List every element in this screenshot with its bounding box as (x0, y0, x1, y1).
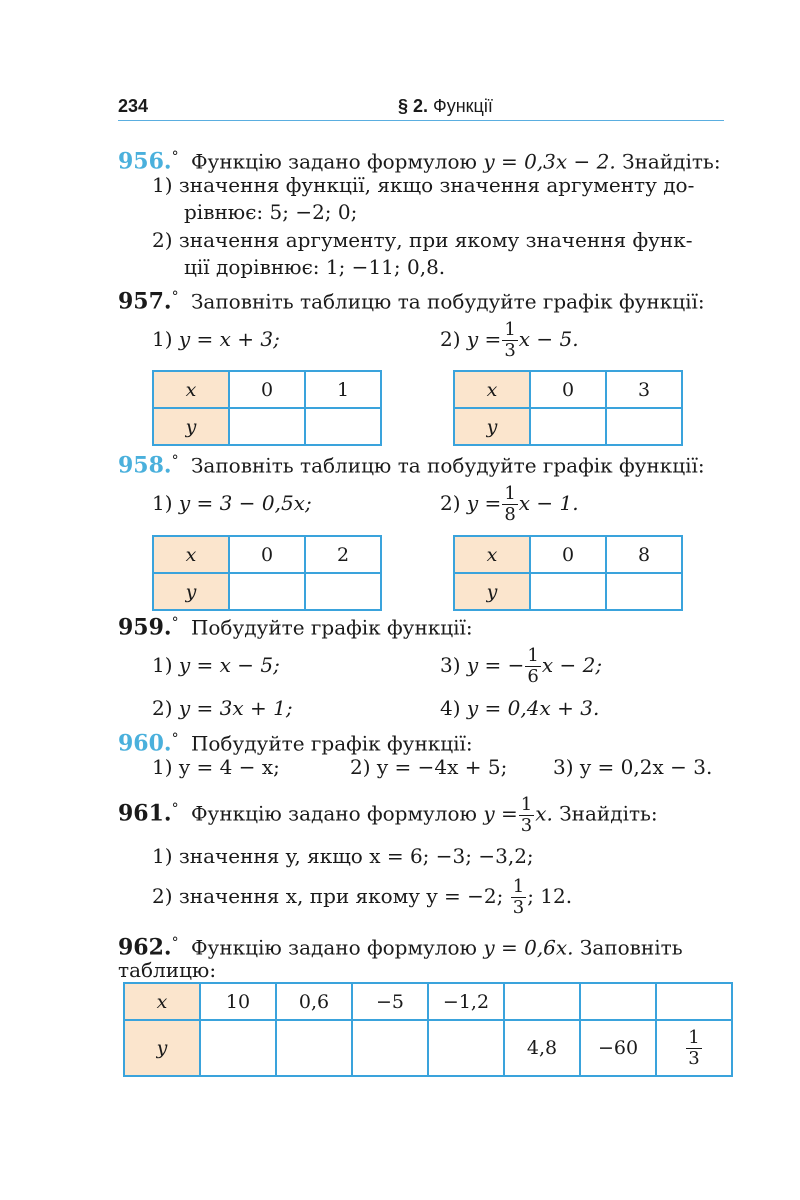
problem-960-formula-3: 3) y = 0,2x − 3. (553, 755, 713, 779)
fraction: $\frac{1}{3}$ (688, 1026, 700, 1069)
page-number: 234 (118, 96, 149, 116)
problem-957-table-2: x 0 3 y (453, 370, 683, 446)
problem-956-item-2-cont: ції дорівнює: 1; −11; 0,8. (184, 255, 446, 279)
problem-962-table: x 10 0,6 −5 −1,2 y 4,8 −60 $\frac{1}{3}$ (123, 982, 733, 1077)
problem-959: 959.° Побудуйте графік функції: (118, 614, 473, 641)
fraction: $\frac{1}{3}$ (504, 319, 516, 361)
page-header (118, 96, 724, 121)
problem-959-formula-2: 2) y = 3x + 1; (152, 696, 293, 720)
problem-958-formula-2: 2) y = $\frac{1}{8}$ x − 1. (440, 483, 579, 525)
fraction: $\frac{1}{3}$ (512, 876, 525, 918)
problem-958-table-2: x 0 8 y (453, 535, 683, 611)
problem-962-cont: таблицю: (118, 958, 217, 982)
problem-956: 956.° Функцію задано формулою y = 0,3x − 2. Знайдіть: (118, 148, 721, 175)
fraction: $\frac{1}{8}$ (504, 483, 516, 525)
problem-956-item-1-cont: рівнює: 5; −2; 0; (184, 200, 358, 224)
problem-961-item-1: 1) значення y, якщо x = 6; −3; −3,2; (152, 844, 534, 868)
problem-961-item-2: 2) значення x, при якому y = −2; $\frac{1}{3}$ ; 12. (152, 876, 573, 918)
problem-960-formula-2: 2) y = −4x + 5; (350, 755, 508, 779)
problem-961: 961.° Функцію задано формулою y = $\frac{1}{3}$ x. Знайдіть: (118, 793, 658, 836)
section-title: § 2. Функції (398, 96, 493, 116)
problem-957-table-1: x 0 1 y (152, 370, 382, 446)
problem-957: 957.° Заповніть таблицю та побудуйте графік функції: (118, 288, 705, 315)
problem-962: 962.° Функцію задано формулою y = 0,6x. Заповніть (118, 934, 683, 961)
problem-960-formula-1: 1) y = 4 − x; (152, 755, 280, 779)
problem-958-formula-1: 1) y = 3 − 0,5x; (152, 491, 312, 515)
problem-959-formula-4: 4) y = 0,4x + 3. (440, 696, 600, 720)
problem-959-formula-3: 3) y = − $\frac{1}{6}$ x − 2; (440, 645, 603, 687)
problem-960: 960.° Побудуйте графік функції: (118, 730, 473, 757)
problem-956-item-1: 1) значення функції, якщо значення аргументу до- (152, 173, 695, 197)
problem-957-formula-2: 2) y = $\frac{1}{3}$ x − 5. (440, 319, 579, 361)
problem-957-formula-1: 1) y = x + 3; (152, 327, 280, 351)
problem-959-formula-1: 1) y = x − 5; (152, 653, 280, 677)
problem-958-table-1: x 0 2 y (152, 535, 382, 611)
problem-958: 958.° Заповніть таблицю та побудуйте графік функції: (118, 452, 705, 479)
fraction: $\frac{1}{6}$ (527, 645, 539, 687)
fraction: $\frac{1}{3}$ (520, 793, 533, 836)
problem-956-item-2: 2) значення аргументу, при якому значення функ- (152, 228, 693, 252)
